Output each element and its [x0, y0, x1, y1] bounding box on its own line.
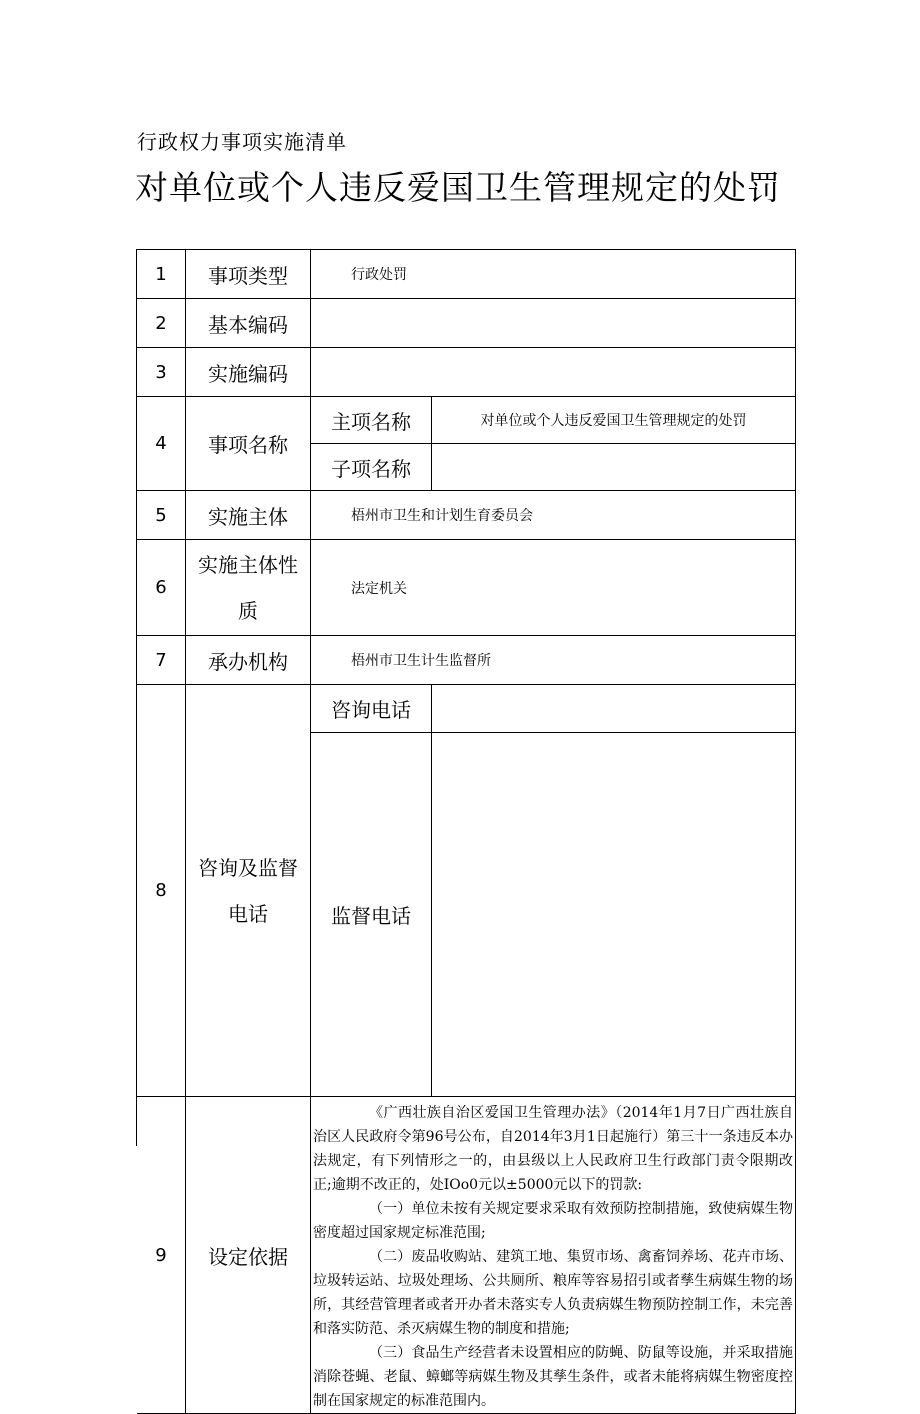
label-main-item-name: 主项名称 — [311, 397, 432, 444]
value-body-nature: 法定机关 — [311, 540, 796, 636]
row-number: 7 — [137, 636, 186, 685]
value-handling-agency: 梧州市卫生计生监督所 — [311, 636, 796, 685]
label-handling-agency: 承办机构 — [186, 636, 311, 685]
value-supervision-phone — [432, 733, 796, 1097]
label-implementation-code: 实施编码 — [186, 348, 311, 397]
value-consult-phone — [432, 685, 796, 733]
legal-basis-paragraph: （三）食品生产经营者未设置相应的防蝇、防鼠等设施，并采取措施消除苍蝇、老鼠、蟑螂等病媒生物及其孳生条件，或者未能将病媒生物密度控制在国家规定的标准范围内。 — [313, 1345, 793, 1409]
legal-basis-paragraph: （一）单位未按有关规定要求采取有效预防控制措施，致使病媒生物密度超过国家规定标准范围; — [313, 1201, 793, 1241]
label-supervision-phone: 监督电话 — [311, 733, 432, 1097]
label-consult-phone: 咨询电话 — [311, 685, 432, 733]
document-title: 对单位或个人违反爱国卫生管理规定的处罚 — [135, 168, 781, 207]
value-legal-basis — [311, 1097, 796, 1414]
label-body-nature-line1: 实施主体性 — [198, 552, 298, 577]
label-sub-item-name: 子项名称 — [311, 444, 432, 491]
row-number: 4 — [137, 397, 186, 491]
row-number: 8 — [137, 685, 186, 1097]
value-sub-item-name — [432, 444, 796, 491]
document-subtitle: 行政权力事项实施清单 — [137, 130, 347, 154]
row-number: 2 — [137, 299, 186, 348]
label-phone-line1: 咨询及监督 — [198, 855, 298, 880]
row-number: 1 — [137, 250, 186, 299]
label-basic-code: 基本编码 — [186, 299, 311, 348]
legal-basis-paragraph: （二）废品收购站、建筑工地、集贸市场、禽畜饲养场、花卉市场、垃圾转运站、垃圾处理场、公共厕所、粮库等容易招引或者孳生病媒生物的场所，其经营管理者或者开办者未落实专人负责病媒生物预防控制工作，未完善和落实防范、杀灭病媒生物的制度和措施; — [313, 1249, 793, 1337]
label-phone — [186, 685, 311, 1097]
value-basic-code — [311, 299, 796, 348]
label-item-type: 事项类型 — [186, 250, 311, 299]
label-item-name: 事项名称 — [186, 397, 311, 491]
value-implementation-code — [311, 348, 796, 397]
value-main-item-name: 对单位或个人违反爱国卫生管理规定的处罚 — [432, 397, 796, 444]
legal-basis-paragraph: 《广西壮族自治区爱国卫生管理办法》（2014年1月7日广西壮族自治区人民政府令第96号公布，自2014年3月1日起施行）第三十一条违反本办法规定，有下列情形之一的，由县级以上人民政府卫生行政部门责令限期改正;逾期不改正的，处IOo0元以±5000元以下的罚款: — [313, 1105, 793, 1193]
value-implementing-body: 梧州市卫生和计划生育委员会 — [311, 491, 796, 540]
row-number: 5 — [137, 491, 186, 540]
label-body-nature — [186, 540, 311, 636]
value-item-type: 行政处罚 — [311, 250, 796, 299]
row-number: 6 — [137, 540, 186, 636]
label-implementing-body: 实施主体 — [186, 491, 311, 540]
row-number: 3 — [137, 348, 186, 397]
label-phone-line2: 电话 — [228, 901, 268, 926]
label-body-nature-line2: 质 — [238, 598, 258, 623]
label-legal-basis: 设定依据 — [186, 1097, 311, 1414]
row-number: 9 — [137, 1097, 186, 1414]
item-table — [136, 249, 796, 1409]
